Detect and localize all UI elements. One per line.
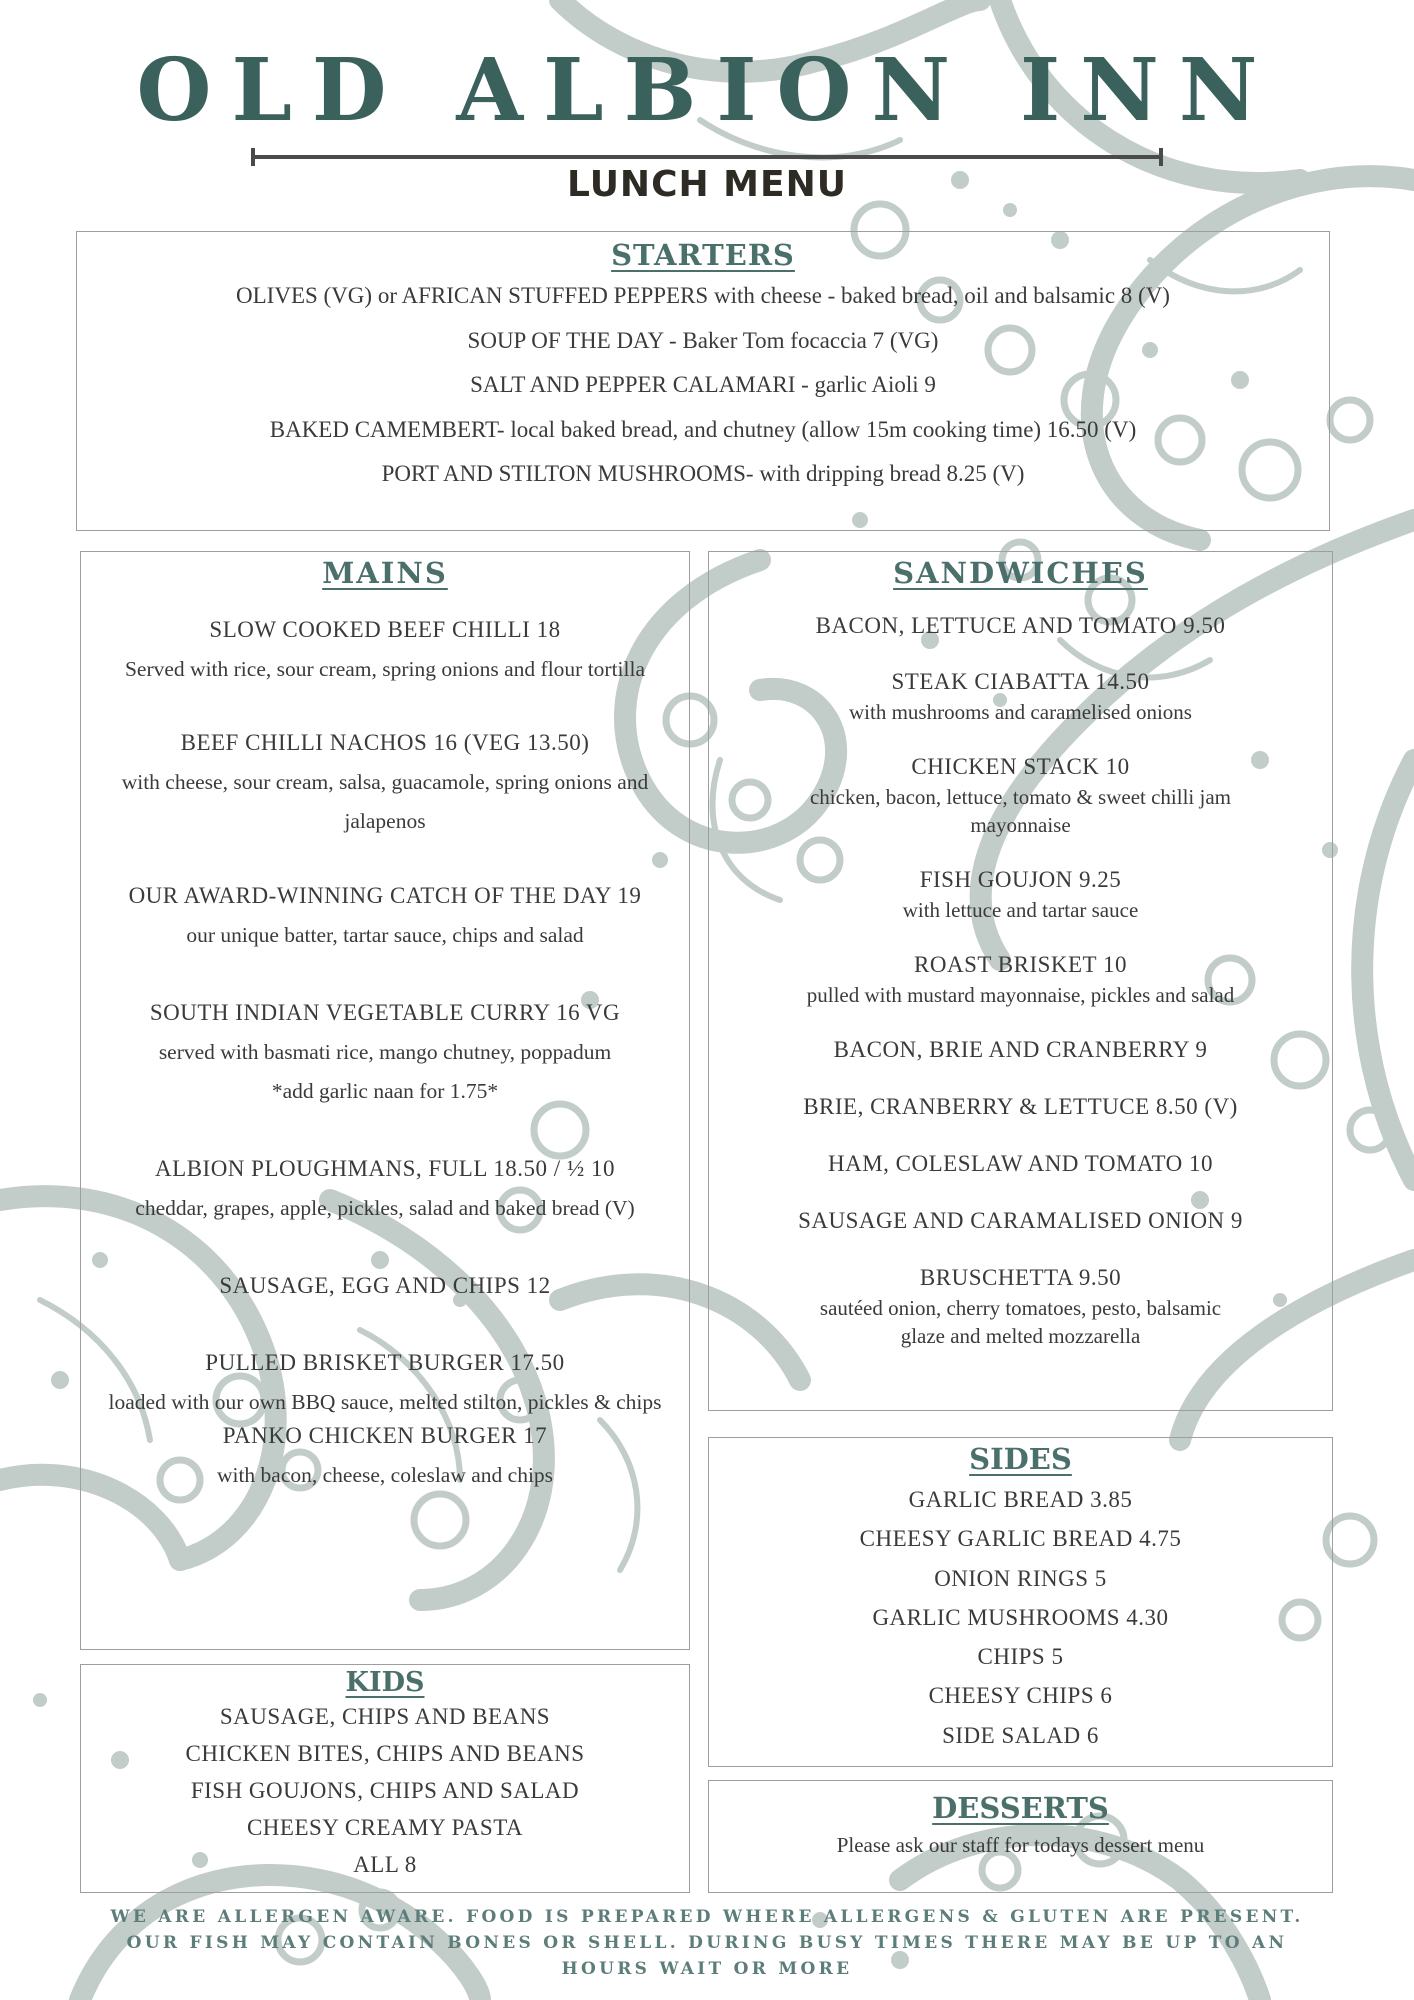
kids-item: FISH GOUJONS, CHIPS AND SALAD	[190, 1778, 580, 1803]
starter-item: PORT AND STILTON MUSHROOMS- with dripping bread 8.25 (V)	[381, 461, 1025, 486]
item-name: SOUTH INDIAN VEGETABLE CURRY 16 VG	[149, 1000, 621, 1025]
menu-item	[81, 876, 689, 955]
item-name: SAUSAGE AND CARAMALISED ONION 9	[798, 1208, 1243, 1233]
menu-item	[709, 1262, 1332, 1350]
menu-item	[81, 1266, 689, 1306]
menu-item	[709, 751, 1332, 839]
restaurant-name: OLD ALBION INN	[136, 40, 1278, 141]
item-name: OUR AWARD-WINNING CATCH OF THE DAY 19	[128, 883, 642, 908]
item-name: FISH GOUJON 9.25	[919, 867, 1122, 892]
allergen-notice: WE ARE ALLERGEN AWARE. FOOD IS PREPARED WHERE ALLERGENS & GLUTEN ARE PRESENT. OUR FISH MAY CONTAIN BONES OR SHELL. DURING BUSY TIMES THERE MAY BE UP TO AN HOURS WAIT OR MORE	[110, 1907, 1304, 1979]
menu-item	[709, 1205, 1332, 1237]
side-item: CHEESY GARLIC BREAD 4.75	[859, 1526, 1182, 1552]
item-description: served with basmati rice, mango chutney, poppadum	[158, 1040, 612, 1064]
starters-section	[76, 231, 1330, 531]
item-description: with lettuce and tartar sauce	[902, 898, 1139, 922]
menu-item	[709, 610, 1332, 642]
kids-item: CHEESY CREAMY PASTA	[246, 1815, 524, 1840]
item-description: chicken, bacon, lettuce, tomato & sweet chilli jam mayonnaise	[809, 785, 1232, 837]
item-name: PANKO CHICKEN BURGER 17	[222, 1423, 548, 1448]
side-item: GARLIC MUSHROOMS 4.30	[872, 1604, 1169, 1630]
menu-item	[709, 666, 1332, 726]
item-description: Served with rice, sour cream, spring onions and flour tortilla	[124, 657, 646, 681]
item-description: loaded with our own BBQ sauce, melted stilton, pickles & chips	[108, 1390, 662, 1414]
item-name: HAM, COLESLAW AND TOMATO 10	[827, 1151, 1213, 1176]
starter-item: BAKED CAMEMBERT- local baked bread, and chutney (allow 15m cooking time) 16.50 (V)	[269, 416, 1137, 442]
item-name: ALBION PLOUGHMANS, FULL 18.50 / ½ 10	[155, 1156, 615, 1181]
menu-item	[709, 864, 1332, 924]
menu-item	[81, 1149, 689, 1228]
kids-item: CHICKEN BITES, CHIPS AND BEANS	[185, 1741, 585, 1766]
item-name: BEEF CHILLI NACHOS 16 (VEG 13.50)	[180, 730, 590, 755]
side-item: CHEESY CHIPS 6	[928, 1683, 1113, 1709]
mains-heading: MAINS	[322, 556, 448, 590]
item-name: SLOW COOKED BEEF CHILLI 18	[209, 617, 561, 642]
starters-heading: STARTERS	[611, 238, 795, 272]
side-item: ONION RINGS 5	[934, 1565, 1107, 1591]
mains-section	[80, 551, 690, 1650]
sandwiches-heading: SANDWICHES	[893, 556, 1148, 590]
menu-title: LUNCH MENU	[567, 164, 847, 205]
menu-item	[709, 1148, 1332, 1180]
menu-item	[81, 1416, 689, 1495]
kids-item: SAUSAGE, CHIPS AND BEANS	[219, 1704, 551, 1729]
starter-item: SOUP OF THE DAY - Baker Tom focaccia 7 (VG)	[467, 327, 939, 353]
kids-heading: KIDS	[345, 1667, 425, 1698]
menu-item	[709, 1034, 1332, 1066]
item-name: ROAST BRISKET 10	[914, 952, 1127, 977]
desserts-note: Please ask our staff for todays dessert menu	[836, 1833, 1205, 1857]
item-name: BACON, BRIE AND CRANBERRY 9	[833, 1037, 1208, 1062]
side-item: CHIPS 5	[977, 1644, 1064, 1670]
menu-item	[81, 993, 689, 1111]
item-name: BACON, LETTUCE AND TOMATO 9.50	[815, 613, 1226, 638]
sandwiches-section	[708, 551, 1333, 1411]
item-name: BRUSCHETTA 9.50	[919, 1265, 1122, 1290]
desserts-heading: DESSERTS	[932, 1791, 1109, 1825]
kids-section	[80, 1664, 690, 1893]
menu-item	[81, 610, 689, 689]
item-name: CHICKEN STACK 10	[911, 754, 1130, 779]
starter-item: SALT AND PEPPER CALAMARI - garlic Aioli 9	[470, 372, 936, 397]
sides-heading: SIDES	[969, 1442, 1072, 1476]
item-name: BRIE, CRANBERRY & LETTUCE 8.50 (V)	[803, 1094, 1238, 1119]
starter-item: OLIVES (VG) or AFRICAN STUFFED PEPPERS with cheese - baked bread, oil and balsamic 8 (V)	[236, 283, 1170, 308]
desserts-section	[708, 1780, 1333, 1893]
item-name: SAUSAGE, EGG AND CHIPS 12	[219, 1273, 551, 1298]
sides-section	[708, 1437, 1333, 1767]
item-name: PULLED BRISKET BURGER 17.50	[205, 1350, 565, 1375]
kids-price: ALL 8	[353, 1852, 417, 1877]
item-description: sautéed onion, cherry tomatoes, pesto, balsamic glaze and melted mozzarella	[819, 1296, 1222, 1348]
item-description: with bacon, cheese, coleslaw and chips	[216, 1463, 554, 1487]
item-description: cheddar, grapes, apple, pickles, salad and baked bread (V)	[135, 1196, 635, 1220]
item-description: our unique batter, tartar sauce, chips and salad	[186, 923, 584, 947]
item-description: with cheese, sour cream, salsa, guacamole, spring onions and jalapenos	[121, 770, 649, 833]
side-item: SIDE SALAD 6	[942, 1722, 1099, 1748]
menu-item	[81, 1343, 689, 1422]
item-name: STEAK CIABATTA 14.50	[891, 669, 1150, 694]
item-addon-note: *add garlic naan for 1.75*	[271, 1079, 499, 1103]
item-description: with mushrooms and caramelised onions	[849, 700, 1192, 724]
item-description: pulled with mustard mayonnaise, pickles and salad	[806, 983, 1235, 1007]
menu-item	[81, 723, 689, 841]
side-item: GARLIC BREAD 3.85	[908, 1487, 1133, 1512]
menu-item	[709, 1091, 1332, 1123]
menu-item	[709, 949, 1332, 1009]
